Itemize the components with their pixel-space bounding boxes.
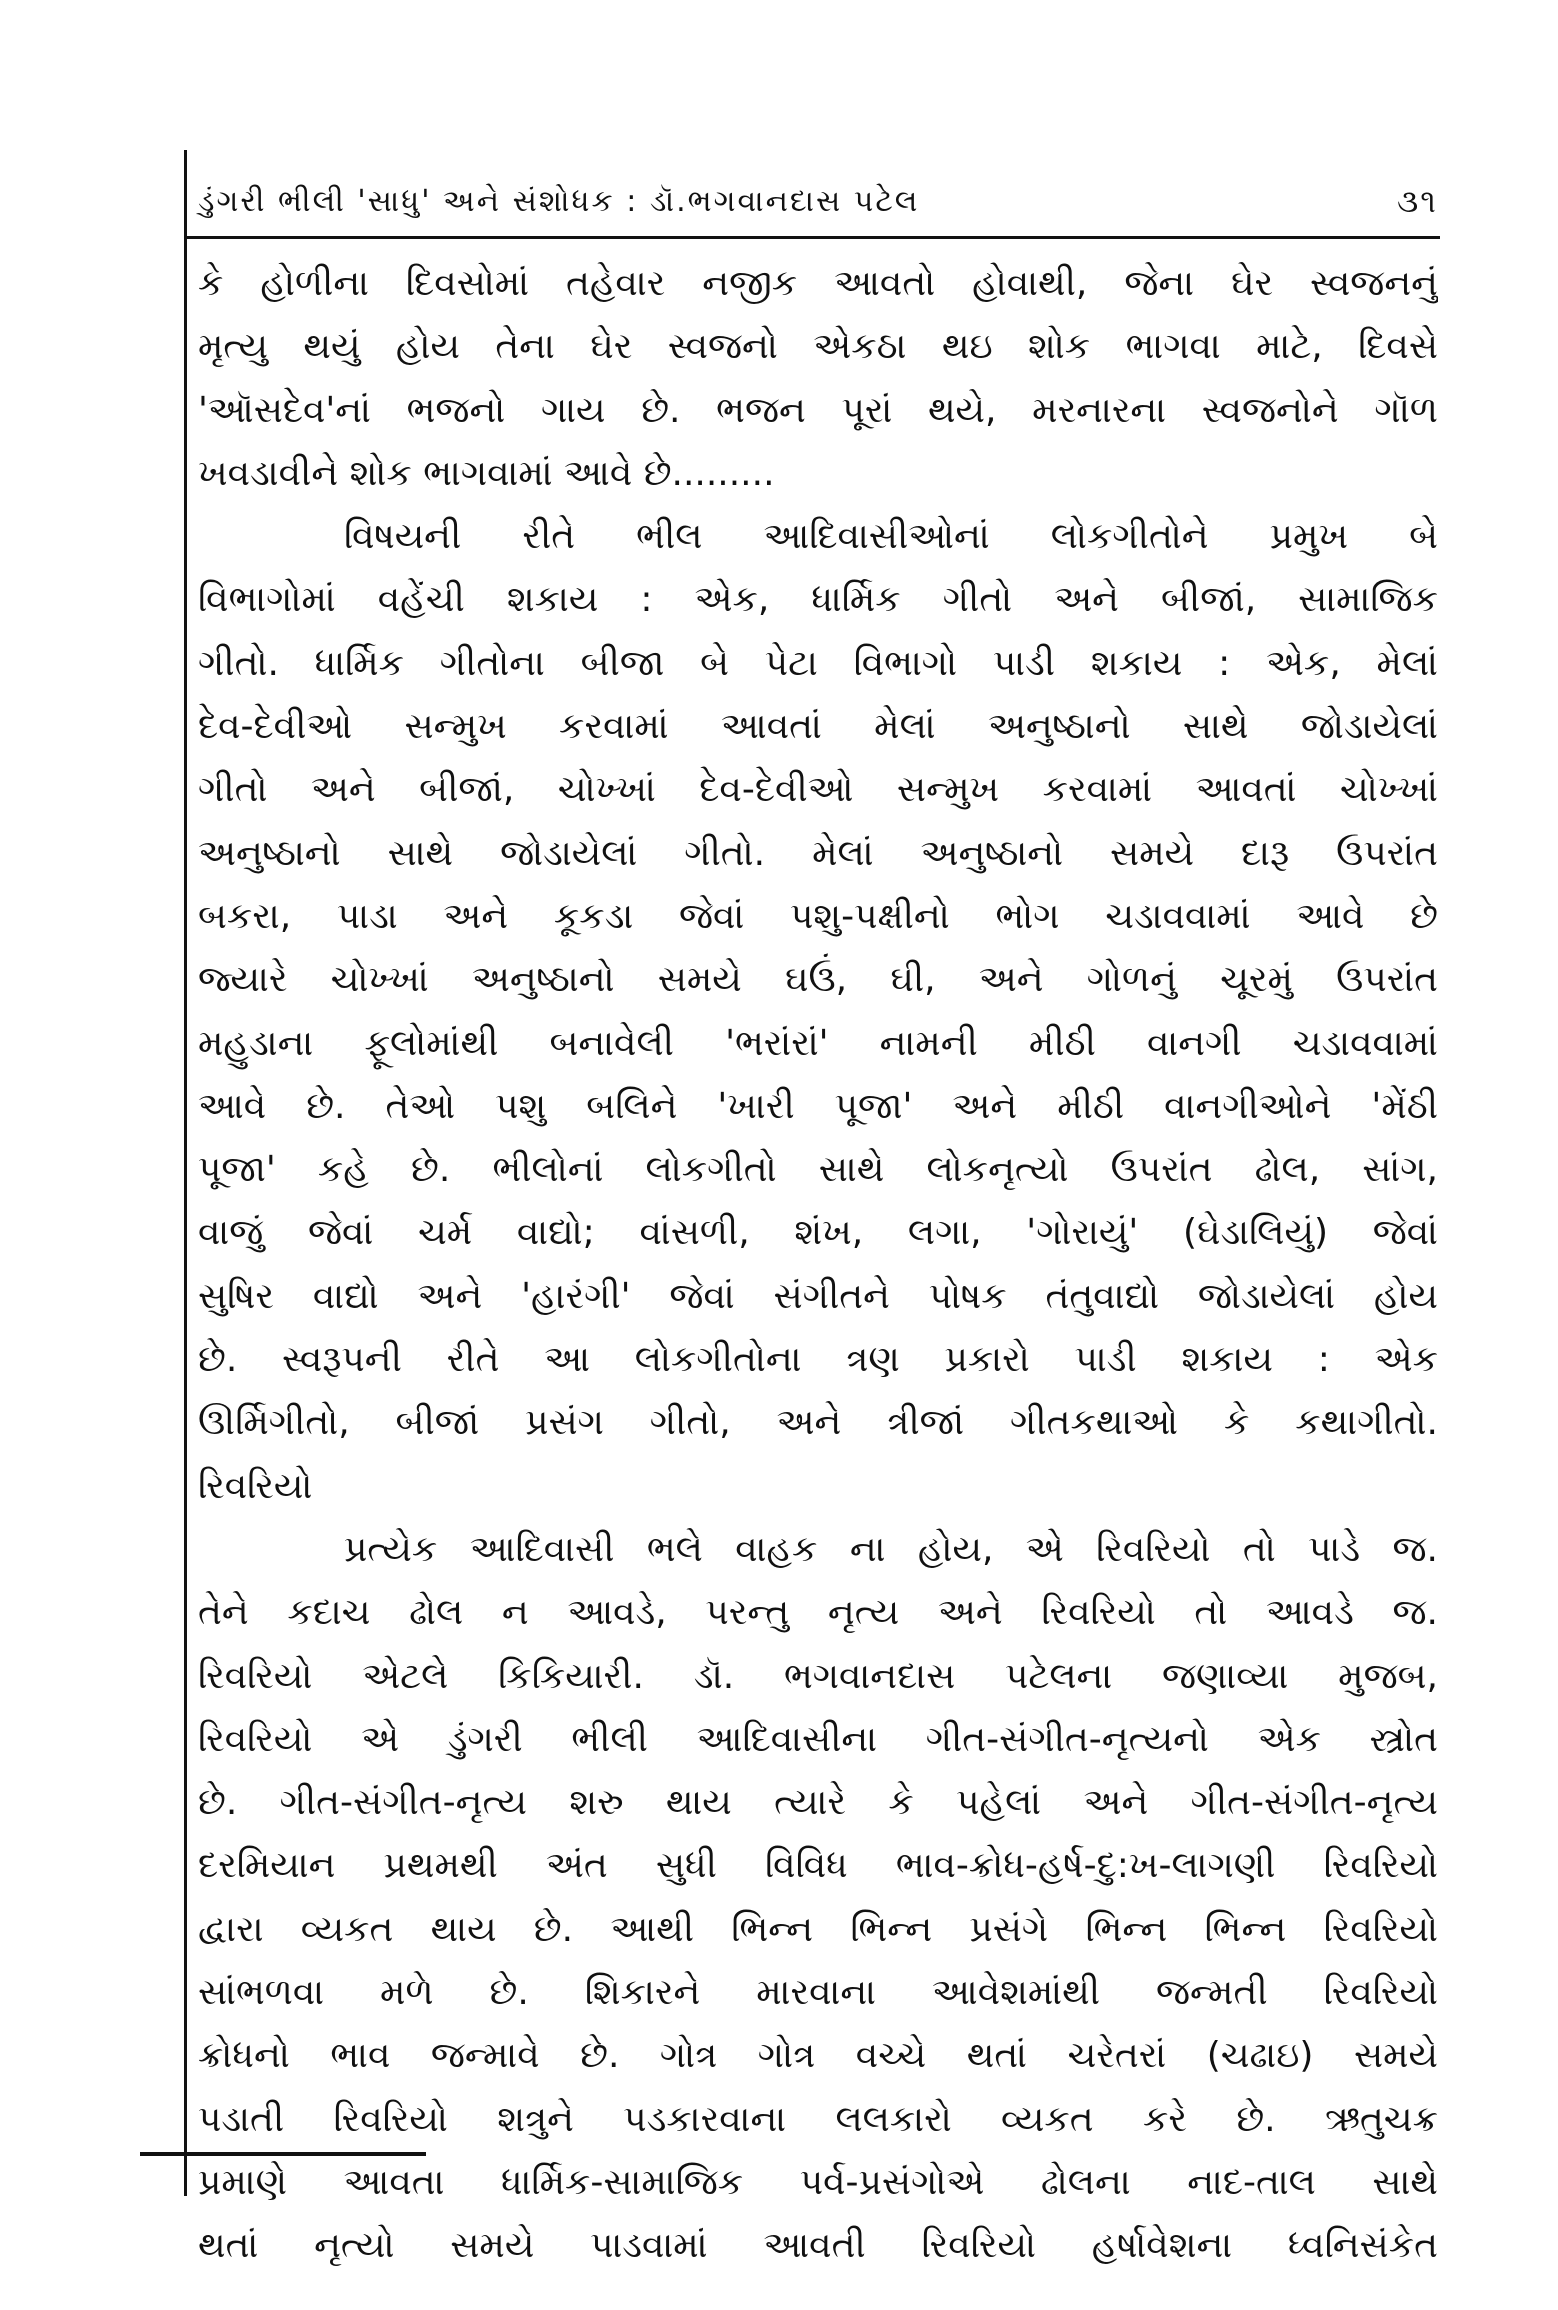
margin-rule-vertical: [184, 150, 187, 2170]
text-line: મૃત્યુ થયું હોય તેના ઘેર સ્વજનો એકઠા થઇ શોક ભાગવા માટે, દિવસે: [198, 326, 1438, 368]
text-line: આવે છે. તેઓ પશુ બલિને 'ખારી પૂજા' અને મીઠી વાનગીઓને 'મેંઠી: [198, 1085, 1438, 1127]
text-line: બકરા, પાડા અને કૂકડા જેવાં પશુ-પક્ષીનો ભોગ ચડાવવામાં આવે છે: [198, 895, 1438, 937]
running-title: ડુંગરી ભીલી 'સાધુ' અને સંશોધક : ડૉ.ભગવાનદાસ પટેલ: [198, 183, 920, 219]
page-number: ૩૧: [1397, 181, 1438, 220]
margin-rule-vertical-tail: [184, 2170, 187, 2196]
text-line: દરમિયાન પ્રથમથી અંત સુધી વિવિધ ભાવ-ક્રોધ-હર્ષ-દુ:ખ-લાગણી રિવરિયો: [198, 1845, 1438, 1887]
text-line: જ્યારે ચોખ્ખાં અનુષ્ઠાનો સમયે ઘઉં, ઘી, અને ગોળનું ચૂરમું ઉપરાંત: [198, 959, 1438, 1001]
text-line: રિવરિયો એ ડુંગરી ભીલી આદિવાસીના ગીત-સંગીત-નૃત્યનો એક સ્ત્રોત: [198, 1718, 1438, 1760]
text-line: સાંભળવા મળે છે. શિકારને મારવાના આવેશમાંથી જન્મતી રિવરિયો: [198, 1972, 1438, 2014]
text-line: પ્રમાણે આવતા ધાર્મિક-સામાજિક પર્વ-પ્રસંગોએ ઢોલના નાદ-તાલ સાથે: [198, 2161, 1438, 2203]
text-line: પૂજા' કહે છે. ભીલોનાં લોકગીતો સાથે લોકનૃત્યો ઉપરાંત ઢોલ, સાંગ,: [198, 1149, 1438, 1191]
text-line: વિભાગોમાં વહેંચી શકાય : એક, ધાર્મિક ગીતો અને બીજાં, સામાજિક: [198, 579, 1438, 621]
text-line: છે. ગીત-સંગીત-નૃત્ય શરુ થાય ત્યારે કે પહેલાં અને ગીત-સંગીત-નૃત્ય: [198, 1782, 1438, 1824]
text-line: અનુષ્ઠાનો સાથે જોડાયેલાં ગીતો. મેલાં અનુષ્ઠાનો સમયે દારૂ ઉપરાંત: [198, 832, 1438, 874]
text-line: તેને કદાચ ઢોલ ન આવડે, પરન્તુ નૃત્ય અને રિવરિયો તો આવડે જ.: [198, 1592, 1438, 1634]
text-line: પડાતી રિવરિયો શત્રુને પડકારવાના લલકારો વ્યકત કરે છે. ઋતુચક્ર: [198, 2098, 1438, 2140]
text-line: રિવરિયો એટલે કિકિયારી. ડૉ. ભગવાનદાસ પટેલના જણાવ્યા મુજબ,: [198, 1655, 1438, 1697]
text-line: થતાં નૃત્યો સમયે પાડવામાં આવતી રિવરિયો હર્ષાવેશના ધ્વનિસંકેત: [198, 2225, 1438, 2267]
text-line: પ્રત્યેક આદિવાસી ભલે વાહક ના હોય, એ રિવરિયો તો પાડે જ.: [344, 1528, 1438, 1570]
text-line: દ્વારા વ્યકત થાય છે. આથી ભિન્ન ભિન્ન પ્રસંગે ભિન્ન ભિન્ન રિવરિયો: [198, 1908, 1438, 1950]
header-rule: [184, 236, 1440, 239]
text-line: કે હોળીના દિવસોમાં તહેવાર નજીક આવતો હોવાથી, જેના ઘેર સ્વજનનું: [198, 263, 1438, 304]
text-line: ગીતો અને બીજાં, ચોખ્ખાં દેવ-દેવીઓ સન્મુખ કરવામાં આવતાં ચોખ્ખાં: [198, 769, 1438, 811]
text-line: વાજું જેવાં ચર્મ વાદ્યો; વાંસળી, શંખ, લગા, 'ગોરાયું' (ઘેડાલિયું) જેવાં: [198, 1212, 1438, 1254]
text-line: ખવડાવીને શોક ભાગવામાં આવે છે.........: [198, 452, 775, 494]
text-line: છે. સ્વરૂપની રીતે આ લોકગીતોના ત્રણ પ્રકારો પાડી શકાય : એક: [198, 1339, 1438, 1381]
section-heading: રિવરિયો: [198, 1465, 313, 1507]
text-line: ગીતો. ધાર્મિક ગીતોના બીજા બે પેટા વિભાગો પાડી શકાય : એક, મેલાં: [198, 642, 1438, 684]
text-line: સુષિર વાદ્યો અને 'હારંગી' જેવાં સંગીતને પોષક તંતુવાદ્યો જોડાયેલાં હોય: [198, 1275, 1438, 1317]
running-head: [198, 176, 1438, 226]
text-line: ઊર્મિગીતો, બીજાં પ્રસંગ ગીતો, અને ત્રીજાં ગીતકથાઓ કે કથાગીતો.: [198, 1402, 1438, 1444]
text-line: ક્રોધનો ભાવ જન્માવે છે. ગોત્ર ગોત્ર વચ્ચે થતાં ચરેતરાં (ચઢાઇ) સમયે: [198, 2035, 1438, 2077]
body-text: [198, 252, 1438, 2278]
text-line: 'ઑસદેવ'નાં ભજનો ગાય છે. ભજન પૂરાં થયે, મરનારના સ્વજનોને ગૉળ: [198, 389, 1438, 431]
text-line: દેવ-દેવીઓ સન્મુખ કરવામાં આવતાં મેલાં અનુષ્ઠાનો સાથે જોડાયેલાં: [198, 706, 1438, 748]
text-line: વિષયની રીતે ભીલ આદિવાસીઓનાં લોકગીતોને પ્રમુખ બે: [344, 516, 1438, 558]
text-line: મહુડાના ફૂલોમાંથી બનાવેલી 'ભરાંરાં' નામની મીઠી વાનગી ચડાવવામાં: [198, 1022, 1438, 1064]
